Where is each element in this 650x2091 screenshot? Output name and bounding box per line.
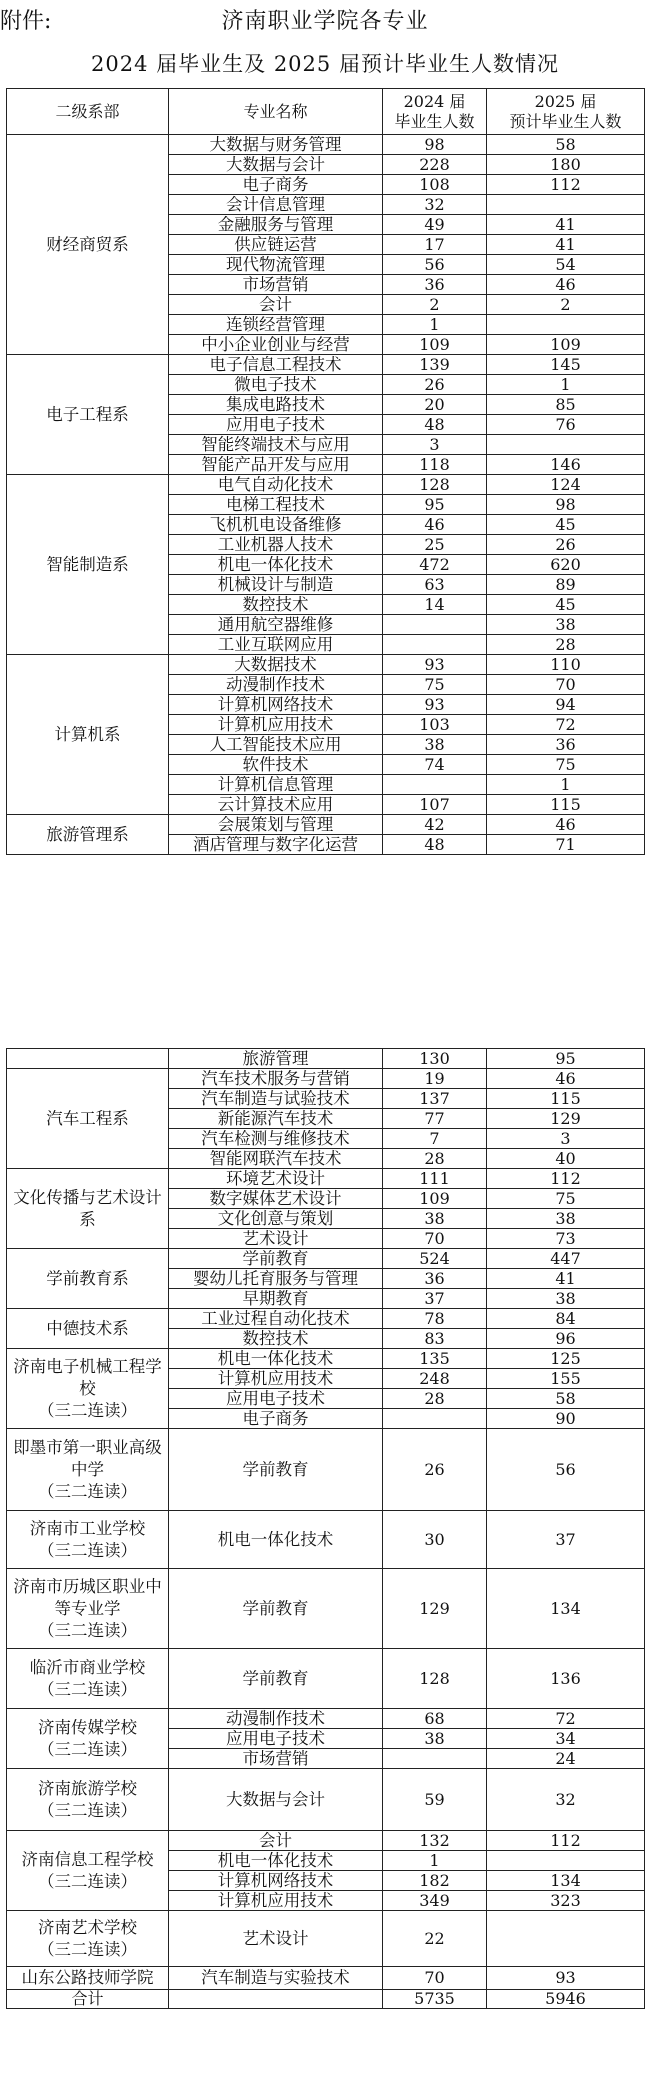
major-cell: 学前教育 [169, 1429, 383, 1511]
count-2025-cell: 76 [487, 415, 645, 435]
count-2024-cell: 14 [383, 595, 487, 615]
count-2024-cell: 228 [383, 155, 487, 175]
dept-cell: 文化传播与艺术设计系 [7, 1169, 169, 1249]
major-cell: 中小企业创业与经营 [169, 335, 383, 355]
count-2024-cell: 98 [383, 135, 487, 155]
count-2024-cell: 70 [383, 1229, 487, 1249]
count-2024-cell: 42 [383, 815, 487, 835]
count-2024-cell: 2 [383, 295, 487, 315]
total-2024: 5735 [383, 1990, 487, 2009]
major-cell: 早期教育 [169, 1289, 383, 1309]
column-header-2024: 2024 届 毕业生人数 [383, 89, 487, 135]
major-cell: 会展策划与管理 [169, 815, 383, 835]
major-cell: 机械设计与制造 [169, 575, 383, 595]
dept-cell: 电子工程系 [7, 355, 169, 475]
count-2024-cell: 3 [383, 435, 487, 455]
major-cell: 工业互联网应用 [169, 635, 383, 655]
count-2025-cell: 41 [487, 235, 645, 255]
count-2025-cell: 125 [487, 1349, 645, 1369]
count-2024-cell [383, 775, 487, 795]
major-cell: 应用电子技术 [169, 415, 383, 435]
major-cell: 大数据技术 [169, 655, 383, 675]
count-2025-cell: 38 [487, 615, 645, 635]
count-2024-cell: 524 [383, 1249, 487, 1269]
dept-cell: 智能制造系 [7, 475, 169, 655]
major-cell: 智能终端技术与应用 [169, 435, 383, 455]
major-cell: 旅游管理 [169, 1049, 383, 1069]
count-2024-cell: 78 [383, 1309, 487, 1329]
major-cell: 智能网联汽车技术 [169, 1149, 383, 1169]
count-2024-cell: 32 [383, 195, 487, 215]
major-cell: 现代物流管理 [169, 255, 383, 275]
count-2025-cell: 72 [487, 1709, 645, 1729]
count-2025-cell: 93 [487, 1967, 645, 1990]
major-cell: 机电一体化技术 [169, 1349, 383, 1369]
count-2025-cell: 45 [487, 595, 645, 615]
count-2025-cell: 24 [487, 1749, 645, 1769]
dept-cell: 旅游管理系 [7, 815, 169, 855]
major-cell: 计算机网络技术 [169, 695, 383, 715]
count-2024-cell [383, 615, 487, 635]
dept-cell: 济南市历城区职业中等专业学 （三二连读） [7, 1569, 169, 1649]
count-2024-cell: 20 [383, 395, 487, 415]
count-2024-cell: 95 [383, 495, 487, 515]
dept-cell: 学前教育系 [7, 1249, 169, 1309]
count-2025-cell [487, 1911, 645, 1967]
major-cell: 数控技术 [169, 595, 383, 615]
count-2024-cell: 48 [383, 835, 487, 855]
count-2025-cell: 2 [487, 295, 645, 315]
major-cell: 智能产品开发与应用 [169, 455, 383, 475]
count-2025-cell: 58 [487, 1389, 645, 1409]
table-row [7, 815, 645, 835]
major-cell: 汽车制造与试验技术 [169, 1089, 383, 1109]
table-row [7, 355, 645, 375]
major-cell: 数字媒体艺术设计 [169, 1189, 383, 1209]
count-2025-cell: 58 [487, 135, 645, 155]
table-body-page1 [7, 135, 645, 855]
count-2024-cell: 128 [383, 475, 487, 495]
count-2024-cell: 1 [383, 315, 487, 335]
count-2024-cell: 48 [383, 415, 487, 435]
count-2025-cell: 112 [487, 175, 645, 195]
dept-cell: 计算机系 [7, 655, 169, 815]
count-2025-cell [487, 195, 645, 215]
count-2024-cell: 111 [383, 1169, 487, 1189]
table-row [7, 1349, 645, 1369]
count-2025-cell: 26 [487, 535, 645, 555]
count-2024-cell: 28 [383, 1149, 487, 1169]
count-2025-cell: 36 [487, 735, 645, 755]
count-2024-cell: 56 [383, 255, 487, 275]
count-2025-cell: 112 [487, 1169, 645, 1189]
count-2025-cell: 136 [487, 1649, 645, 1709]
count-2025-cell: 85 [487, 395, 645, 415]
major-cell: 人工智能技术应用 [169, 735, 383, 755]
major-cell: 软件技术 [169, 755, 383, 775]
major-cell: 计算机应用技术 [169, 1369, 383, 1389]
count-2024-cell: 26 [383, 1429, 487, 1511]
count-2024-cell: 93 [383, 695, 487, 715]
count-2024-cell: 472 [383, 555, 487, 575]
major-cell: 电气自动化技术 [169, 475, 383, 495]
total-blank [169, 1990, 383, 2009]
major-cell: 电子信息工程技术 [169, 355, 383, 375]
major-cell: 婴幼儿托育服务与管理 [169, 1269, 383, 1289]
major-cell: 会计 [169, 295, 383, 315]
table-row [7, 135, 645, 155]
dept-cell: 山东公路技师学院 [7, 1967, 169, 1990]
table-row [7, 1569, 645, 1649]
count-2024-cell: 59 [383, 1769, 487, 1831]
table-row [7, 1769, 645, 1831]
major-cell: 连锁经营管理 [169, 315, 383, 335]
count-2024-cell: 7 [383, 1129, 487, 1149]
major-cell: 新能源汽车技术 [169, 1109, 383, 1129]
count-2024-cell: 130 [383, 1049, 487, 1069]
dept-cell [7, 1049, 169, 1069]
major-cell: 计算机应用技术 [169, 715, 383, 735]
count-2025-cell: 40 [487, 1149, 645, 1169]
count-2024-cell: 248 [383, 1369, 487, 1389]
table-row [7, 1831, 645, 1851]
count-2024-cell [383, 635, 487, 655]
count-2025-cell: 145 [487, 355, 645, 375]
table-row [7, 1169, 645, 1189]
count-2024-cell: 128 [383, 1649, 487, 1709]
count-2024-cell: 107 [383, 795, 487, 815]
major-cell: 机电一体化技术 [169, 1851, 383, 1871]
dept-cell: 即墨市第一职业高级中学 （三二连读） [7, 1429, 169, 1511]
count-2025-cell: 34 [487, 1729, 645, 1749]
major-cell: 机电一体化技术 [169, 1511, 383, 1569]
count-2024-cell: 19 [383, 1069, 487, 1089]
count-2025-cell: 134 [487, 1569, 645, 1649]
count-2024-cell: 109 [383, 1189, 487, 1209]
major-cell: 工业机器人技术 [169, 535, 383, 555]
count-2025-cell: 115 [487, 795, 645, 815]
total-label: 合计 [7, 1990, 169, 2009]
count-2025-cell: 110 [487, 655, 645, 675]
count-2024-cell: 38 [383, 1729, 487, 1749]
major-cell: 计算机网络技术 [169, 1871, 383, 1891]
major-cell: 金融服务与管理 [169, 215, 383, 235]
major-cell: 市场营销 [169, 275, 383, 295]
major-cell: 艺术设计 [169, 1911, 383, 1967]
count-2024-cell: 26 [383, 375, 487, 395]
count-2025-cell: 72 [487, 715, 645, 735]
table-row [7, 1429, 645, 1511]
dept-cell: 济南电子机械工程学校 （三二连读） [7, 1349, 169, 1429]
major-cell: 计算机应用技术 [169, 1891, 383, 1911]
count-2025-cell: 447 [487, 1249, 645, 1269]
count-2024-cell: 25 [383, 535, 487, 555]
count-2025-cell: 134 [487, 1871, 645, 1891]
major-cell: 汽车制造与实验技术 [169, 1967, 383, 1990]
count-2024-cell: 93 [383, 655, 487, 675]
count-2024-cell: 182 [383, 1871, 487, 1891]
major-cell: 供应链运营 [169, 235, 383, 255]
count-2025-cell: 71 [487, 835, 645, 855]
count-2025-cell: 38 [487, 1209, 645, 1229]
major-cell: 文化创意与策划 [169, 1209, 383, 1229]
count-2024-cell: 139 [383, 355, 487, 375]
dept-cell: 济南艺术学校 （三二连读） [7, 1911, 169, 1967]
count-2025-cell: 129 [487, 1109, 645, 1129]
count-2025-cell: 89 [487, 575, 645, 595]
major-cell: 动漫制作技术 [169, 675, 383, 695]
table-row [7, 1249, 645, 1269]
count-2024-cell: 36 [383, 275, 487, 295]
count-2025-cell: 1 [487, 775, 645, 795]
dept-cell: 中德技术系 [7, 1309, 169, 1349]
major-cell: 大数据与会计 [169, 155, 383, 175]
count-2025-cell: 70 [487, 675, 645, 695]
count-2024-cell: 70 [383, 1967, 487, 1990]
count-2025-cell: 45 [487, 515, 645, 535]
major-cell: 酒店管理与数字化运营 [169, 835, 383, 855]
count-2024-cell: 83 [383, 1329, 487, 1349]
count-2024-cell: 118 [383, 455, 487, 475]
count-2025-cell: 323 [487, 1891, 645, 1911]
count-2025-cell: 84 [487, 1309, 645, 1329]
major-cell: 电子商务 [169, 175, 383, 195]
major-cell: 计算机信息管理 [169, 775, 383, 795]
column-header-2025: 2025 届 预计毕业生人数 [487, 89, 645, 135]
major-cell: 艺术设计 [169, 1229, 383, 1249]
count-2025-cell: 1 [487, 375, 645, 395]
count-2025-cell: 28 [487, 635, 645, 655]
table-page2 [6, 1048, 645, 2009]
count-2025-cell: 620 [487, 555, 645, 575]
major-cell: 工业过程自动化技术 [169, 1309, 383, 1329]
count-2025-cell: 96 [487, 1329, 645, 1349]
major-cell: 学前教育 [169, 1649, 383, 1709]
count-2025-cell: 32 [487, 1769, 645, 1831]
table-body-page2 [7, 1049, 645, 2009]
count-2024-cell: 49 [383, 215, 487, 235]
dept-cell: 财经商贸系 [7, 135, 169, 355]
count-2025-cell [487, 435, 645, 455]
count-2024-cell: 135 [383, 1349, 487, 1369]
count-2024-cell: 22 [383, 1911, 487, 1967]
count-2025-cell: 38 [487, 1289, 645, 1309]
column-header-dept: 二级系部 [7, 89, 169, 135]
document-title-line1: 济南职业学院各专业 [221, 9, 429, 34]
count-2025-cell: 124 [487, 475, 645, 495]
count-2025-cell: 41 [487, 215, 645, 235]
count-2024-cell: 109 [383, 335, 487, 355]
major-cell: 环境艺术设计 [169, 1169, 383, 1189]
dept-cell: 济南信息工程学校 （三二连读） [7, 1831, 169, 1911]
major-cell: 云计算技术应用 [169, 795, 383, 815]
count-2024-cell: 137 [383, 1089, 487, 1109]
count-2025-cell: 90 [487, 1409, 645, 1429]
count-2024-cell: 74 [383, 755, 487, 775]
major-cell: 应用电子技术 [169, 1729, 383, 1749]
count-2025-cell: 46 [487, 815, 645, 835]
count-2025-cell: 37 [487, 1511, 645, 1569]
major-cell: 应用电子技术 [169, 1389, 383, 1409]
count-2025-cell: 115 [487, 1089, 645, 1109]
count-2025-cell: 54 [487, 255, 645, 275]
major-cell: 集成电路技术 [169, 395, 383, 415]
table-row [7, 1649, 645, 1709]
count-2024-cell: 28 [383, 1389, 487, 1409]
count-2024-cell: 38 [383, 735, 487, 755]
major-cell: 学前教育 [169, 1249, 383, 1269]
count-2025-cell: 146 [487, 455, 645, 475]
dept-cell: 济南传媒学校 （三二连读） [7, 1709, 169, 1769]
major-cell: 汽车技术服务与营销 [169, 1069, 383, 1089]
major-cell: 数控技术 [169, 1329, 383, 1349]
dept-cell: 汽车工程系 [7, 1069, 169, 1169]
count-2024-cell: 36 [383, 1269, 487, 1289]
count-2024-cell: 30 [383, 1511, 487, 1569]
table-row [7, 1911, 645, 1967]
table-page1 [6, 88, 645, 855]
major-cell: 机电一体化技术 [169, 555, 383, 575]
dept-cell: 济南旅游学校 （三二连读） [7, 1769, 169, 1831]
count-2024-cell: 108 [383, 175, 487, 195]
count-2024-cell: 132 [383, 1831, 487, 1851]
major-cell: 大数据与财务管理 [169, 135, 383, 155]
total-2025: 5946 [487, 1990, 645, 2009]
count-2024-cell [383, 1749, 487, 1769]
count-2024-cell: 129 [383, 1569, 487, 1649]
count-2025-cell: 112 [487, 1831, 645, 1851]
count-2024-cell: 77 [383, 1109, 487, 1129]
count-2024-cell: 349 [383, 1891, 487, 1911]
major-cell: 学前教育 [169, 1569, 383, 1649]
count-2025-cell: 155 [487, 1369, 645, 1389]
count-2025-cell: 41 [487, 1269, 645, 1289]
major-cell: 汽车检测与维修技术 [169, 1129, 383, 1149]
count-2025-cell: 94 [487, 695, 645, 715]
count-2024-cell: 46 [383, 515, 487, 535]
count-2024-cell: 1 [383, 1851, 487, 1871]
count-2025-cell [487, 1851, 645, 1871]
table-row [7, 1069, 645, 1089]
attachment-label: 附件: [0, 9, 52, 34]
count-2025-cell: 56 [487, 1429, 645, 1511]
major-cell: 大数据与会计 [169, 1769, 383, 1831]
table-row [7, 1511, 645, 1569]
column-header-major: 专业名称 [169, 89, 383, 135]
count-2024-cell: 37 [383, 1289, 487, 1309]
table-row [7, 1309, 645, 1329]
major-cell: 通用航空器维修 [169, 615, 383, 635]
count-2025-cell: 75 [487, 755, 645, 775]
major-cell: 市场营销 [169, 1749, 383, 1769]
table-row [7, 1049, 645, 1069]
count-2024-cell: 17 [383, 235, 487, 255]
count-2024-cell: 63 [383, 575, 487, 595]
major-cell: 动漫制作技术 [169, 1709, 383, 1729]
major-cell: 飞机机电设备维修 [169, 515, 383, 535]
table-header-row [7, 89, 645, 135]
count-2024-cell: 75 [383, 675, 487, 695]
table-row [7, 1967, 645, 1990]
major-cell: 会计 [169, 1831, 383, 1851]
dept-cell: 济南市工业学校 （三二连读） [7, 1511, 169, 1569]
count-2025-cell: 98 [487, 495, 645, 515]
count-2025-cell: 73 [487, 1229, 645, 1249]
table-row [7, 475, 645, 495]
count-2025-cell [487, 315, 645, 335]
table-row [7, 655, 645, 675]
count-2025-cell: 95 [487, 1049, 645, 1069]
count-2024-cell: 68 [383, 1709, 487, 1729]
major-cell: 微电子技术 [169, 375, 383, 395]
document-title-line2: 2024 届毕业生及 2025 届预计毕业生人数情况 [91, 52, 559, 76]
count-2025-cell: 46 [487, 1069, 645, 1089]
major-cell: 电梯工程技术 [169, 495, 383, 515]
count-2025-cell: 3 [487, 1129, 645, 1149]
total-row [7, 1990, 645, 2009]
count-2025-cell: 75 [487, 1189, 645, 1209]
table-row [7, 1709, 645, 1729]
count-2024-cell: 103 [383, 715, 487, 735]
count-2024-cell [383, 1409, 487, 1429]
major-cell: 会计信息管理 [169, 195, 383, 215]
count-2025-cell: 180 [487, 155, 645, 175]
count-2025-cell: 46 [487, 275, 645, 295]
dept-cell: 临沂市商业学校 （三二连读） [7, 1649, 169, 1709]
major-cell: 电子商务 [169, 1409, 383, 1429]
count-2024-cell: 38 [383, 1209, 487, 1229]
count-2025-cell: 109 [487, 335, 645, 355]
